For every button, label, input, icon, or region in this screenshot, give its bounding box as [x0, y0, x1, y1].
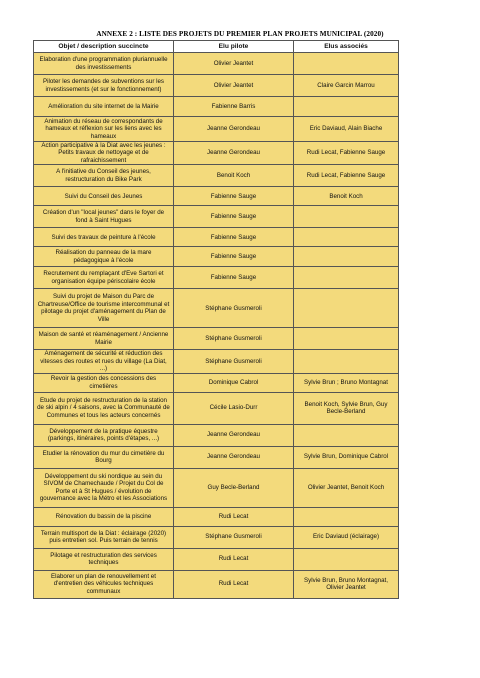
cell-elus-associes: Claire Garcin Marrou	[294, 75, 399, 97]
cell-objet: Pilotage et restructuration des services techniques	[34, 548, 174, 570]
cell-elu-pilote: Jeanne Gerondeau	[174, 424, 294, 446]
cell-elu-pilote: Fabienne Sauge	[174, 187, 294, 206]
cell-elus-associes: Sylvie Brun ; Bruno Montagnat	[294, 373, 399, 392]
table-row	[34, 507, 399, 526]
cell-elu-pilote: Fabienne Sauge	[174, 267, 294, 289]
cell-objet: Amélioration du site internet de la Mairie	[34, 97, 174, 117]
cell-elu-pilote: Fabienne Sauge	[174, 247, 294, 267]
header-objet: Objet / description succincte	[34, 41, 174, 53]
header-elu-pilote: Elu pilote	[174, 41, 294, 53]
table-row	[34, 187, 399, 206]
table-row	[34, 206, 399, 228]
cell-objet: Action participative à la Diat avec les jeunes : Petits travaux de nettoyage et de rafraichissement	[34, 142, 174, 165]
table-row	[34, 228, 399, 247]
cell-elus-associes: Benoit Koch, Sylvie Brun, Guy Becle-Berland	[294, 392, 399, 424]
cell-elus-associes	[294, 206, 399, 228]
cell-elu-pilote: Benoit Koch	[174, 165, 294, 187]
cell-objet: Elaboration d'une programmation pluriannuelle des investissements	[34, 53, 174, 75]
table-row	[34, 267, 399, 289]
cell-elus-associes: Sylvie Brun, Dominique Cabrol	[294, 446, 399, 468]
cell-objet: Développement de la pratique équestre (parkings, itinéraires, points d'étapes, ...)	[34, 424, 174, 446]
table-row	[34, 53, 399, 75]
cell-elu-pilote: Cécile Lasio-Durr	[174, 392, 294, 424]
table-row	[34, 570, 399, 598]
cell-elu-pilote: Dominique Cabrol	[174, 373, 294, 392]
table-row	[34, 350, 399, 373]
cell-elus-associes: Benoit Koch	[294, 187, 399, 206]
cell-elu-pilote: Jeanne Gerondeau	[174, 446, 294, 468]
cell-objet: Rénovation du bassin de la piscine	[34, 507, 174, 526]
table-row	[34, 392, 399, 424]
cell-elu-pilote: Rudi Lecat	[174, 570, 294, 598]
table-row	[34, 446, 399, 468]
cell-objet: Revoir la gestion des concessions des cimetières	[34, 373, 174, 392]
cell-elu-pilote: Jeanne Gerondeau	[174, 117, 294, 142]
cell-objet: Terrain multisport de la Diat : éclairage (2020) puis entretien sol. Puis terrain de tennis	[34, 526, 174, 548]
cell-elus-associes	[294, 548, 399, 570]
table-body	[34, 53, 399, 599]
table-row	[34, 117, 399, 142]
cell-objet: Etudier la rénovation du mur du cimetière du Bourg	[34, 446, 174, 468]
cell-objet: Maison de santé et réaménagement / Ancienne Mairie	[34, 328, 174, 350]
table-row	[34, 373, 399, 392]
cell-elus-associes: Rudi Lecat, Fabienne Sauge	[294, 165, 399, 187]
cell-elu-pilote: Fabienne Sauge	[174, 206, 294, 228]
cell-objet: Création d'un "local jeunes" dans le foyer de fond à Saint Hugues	[34, 206, 174, 228]
table-row	[34, 328, 399, 350]
table-row	[34, 424, 399, 446]
projects-table	[33, 40, 399, 599]
cell-elus-associes: Sylvie Brun, Bruno Montagnat, Olivier Jeantet	[294, 570, 399, 598]
cell-objet: Piloter les demandes de subventions sur les investissements (et sur le fonctionnement)	[34, 75, 174, 97]
cell-objet: Développement du ski nordique au sein du SIVOM de Chamechaude / Projet du Col de Porte et à St Hugues / évolution de gouvernance avec la Métro et les Associations	[34, 468, 174, 507]
cell-elus-associes	[294, 424, 399, 446]
cell-elu-pilote: Olivier Jeantet	[174, 75, 294, 97]
table-row	[34, 289, 399, 328]
cell-objet: Suivi des travaux de peinture à l'école	[34, 228, 174, 247]
cell-elu-pilote: Stéphane Gusmeroli	[174, 289, 294, 328]
cell-elu-pilote: Stéphane Gusmeroli	[174, 526, 294, 548]
cell-objet: Aménagement de sécurité et réduction des vitesses des routes et rues du village (La Diat, ...)	[34, 350, 174, 373]
cell-elu-pilote: Rudi Lecat	[174, 507, 294, 526]
cell-elus-associes	[294, 228, 399, 247]
cell-elus-associes	[294, 247, 399, 267]
cell-elus-associes	[294, 289, 399, 328]
cell-elu-pilote: Stéphane Gusmeroli	[174, 350, 294, 373]
cell-elus-associes	[294, 507, 399, 526]
table-row	[34, 526, 399, 548]
table-row	[34, 165, 399, 187]
header-elus-associes: Elus associés	[294, 41, 399, 53]
cell-objet: Etude du projet de restructuration de la station de ski alpin / 4 saisons, avec la Communauté de Communes et tous les acteurs concernés	[34, 392, 174, 424]
cell-elu-pilote: Fabienne Barris	[174, 97, 294, 117]
table-row	[34, 468, 399, 507]
cell-elu-pilote: Olivier Jeantet	[174, 53, 294, 75]
table-row	[34, 142, 399, 165]
cell-elus-associes	[294, 350, 399, 373]
cell-elus-associes: Rudi Lecat, Fabienne Sauge	[294, 142, 399, 165]
cell-elus-associes	[294, 97, 399, 117]
cell-elu-pilote: Stéphane Gusmeroli	[174, 328, 294, 350]
document-title: ANNEXE 2 : LISTE DES PROJETS DU PREMIER PLAN PROJETS MUNICIPAL (2020)	[96, 30, 384, 38]
cell-objet: Elaborer un plan de renouvellement et d'entretien des véhicules techniques communaux	[34, 570, 174, 598]
table-row	[34, 97, 399, 117]
cell-objet: Recrutement du remplaçant d'Eve Sartori et organisation équipe périscolaire école	[34, 267, 174, 289]
cell-elus-associes	[294, 328, 399, 350]
table-row	[34, 247, 399, 267]
table-row	[34, 548, 399, 570]
cell-objet: A l'initiative du Conseil des jeunes, restructuration du Bike Park	[34, 165, 174, 187]
cell-elus-associes: Olivier Jeantet, Benoit Koch	[294, 468, 399, 507]
cell-elu-pilote: Jeanne Gerondeau	[174, 142, 294, 165]
cell-elu-pilote: Rudi Lecat	[174, 548, 294, 570]
cell-objet: Suivi du projet de Maison du Parc de Chartreuse/Office de tourisme intercommunal et pilotage du projet d'aménagement du Plan de Ville	[34, 289, 174, 328]
table-row	[34, 75, 399, 97]
cell-elus-associes: Eric Daviaud, Alain Biache	[294, 117, 399, 142]
cell-objet: Suivi du Conseil des Jeunes	[34, 187, 174, 206]
cell-elus-associes	[294, 53, 399, 75]
cell-elu-pilote: Guy Becle-Berland	[174, 468, 294, 507]
table-header-row	[34, 41, 399, 53]
cell-elus-associes: Eric Daviaud (éclairage)	[294, 526, 399, 548]
cell-objet: Animation du réseau de correspondants de hameaux et réflexion sur les liens avec les hameaux	[34, 117, 174, 142]
cell-elu-pilote: Fabienne Sauge	[174, 228, 294, 247]
cell-elus-associes	[294, 267, 399, 289]
cell-objet: Réalisation du panneau de la mare pédagogique à l'école	[34, 247, 174, 267]
